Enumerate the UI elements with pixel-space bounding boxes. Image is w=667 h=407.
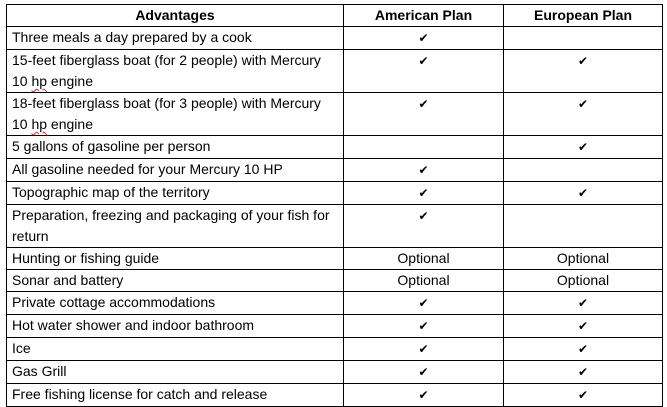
table-row bbox=[7, 50, 663, 93]
american-plan-cell bbox=[344, 27, 504, 50]
check-icon: ✔ bbox=[577, 186, 589, 200]
feature-cell: Private cottage accommodations bbox=[7, 292, 344, 315]
check-icon: ✔ bbox=[418, 54, 429, 68]
european-plan-cell: Optional bbox=[504, 270, 663, 292]
european-plan-cell bbox=[504, 27, 663, 50]
european-plan-cell bbox=[504, 361, 663, 384]
check-icon: ✔ bbox=[577, 296, 589, 310]
table-row bbox=[7, 315, 663, 338]
table-row bbox=[7, 136, 663, 159]
feature-cell: Ice bbox=[7, 338, 344, 361]
table-row bbox=[7, 159, 663, 182]
table-row bbox=[7, 248, 663, 270]
european-plan-cell bbox=[504, 315, 663, 338]
feature-cell: Topographic map of the territory bbox=[7, 182, 344, 205]
feature-cell: Gas Grill bbox=[7, 361, 344, 384]
american-plan-cell bbox=[344, 361, 504, 384]
table-row bbox=[7, 384, 663, 407]
european-plan-cell bbox=[504, 338, 663, 361]
check-icon: ✔ bbox=[577, 319, 589, 333]
table-row bbox=[7, 27, 663, 50]
check-icon: ✔ bbox=[577, 388, 589, 402]
check-icon: ✔ bbox=[577, 365, 589, 379]
check-icon: ✔ bbox=[418, 97, 429, 111]
european-plan-cell bbox=[504, 93, 663, 136]
feature-cell: Free fishing license for catch and release bbox=[7, 384, 344, 407]
feature-text: engine bbox=[47, 73, 93, 89]
table-row bbox=[7, 292, 663, 315]
table-header-row bbox=[7, 5, 663, 27]
check-icon: ✔ bbox=[418, 296, 429, 310]
american-plan-cell bbox=[344, 182, 504, 205]
check-icon: ✔ bbox=[418, 388, 429, 402]
check-icon: ✔ bbox=[418, 163, 429, 177]
american-plan-cell: Optional bbox=[344, 270, 504, 292]
table-row bbox=[7, 205, 663, 248]
european-plan-cell bbox=[504, 50, 663, 93]
plans-comparison-table bbox=[6, 4, 663, 407]
feature-text: 15-feet fiberglass boat (for 2 people) with Mercury 10 bbox=[12, 52, 321, 89]
feature-cell bbox=[7, 50, 344, 93]
american-plan-cell: Optional bbox=[344, 248, 504, 270]
spellcheck-word: hp bbox=[31, 73, 48, 89]
american-plan-cell bbox=[344, 50, 504, 93]
table-row bbox=[7, 270, 663, 292]
european-plan-cell bbox=[504, 159, 663, 182]
feature-cell: 5 gallons of gasoline per person bbox=[7, 136, 344, 159]
american-plan-cell bbox=[344, 159, 504, 182]
european-plan-cell bbox=[504, 205, 663, 248]
header-american-plan: American Plan bbox=[344, 5, 504, 27]
header-european-plan: European Plan bbox=[504, 5, 663, 27]
european-plan-cell bbox=[504, 384, 663, 407]
check-icon: ✔ bbox=[418, 342, 429, 356]
table-row bbox=[7, 93, 663, 136]
feature-cell: Sonar and battery bbox=[7, 270, 344, 292]
check-icon: ✔ bbox=[577, 140, 589, 154]
european-plan-cell bbox=[504, 292, 663, 315]
check-icon: ✔ bbox=[418, 31, 429, 45]
feature-cell: Preparation, freezing and packaging of your fish for return bbox=[7, 205, 344, 248]
american-plan-cell bbox=[344, 136, 504, 159]
feature-cell: Hunting or fishing guide bbox=[7, 248, 344, 270]
feature-cell: Hot water shower and indoor bathroom bbox=[7, 315, 344, 338]
american-plan-cell bbox=[344, 384, 504, 407]
header-advantages: Advantages bbox=[7, 5, 344, 27]
check-icon: ✔ bbox=[418, 365, 429, 379]
table-row bbox=[7, 338, 663, 361]
american-plan-cell bbox=[344, 315, 504, 338]
table-row bbox=[7, 361, 663, 384]
table-row bbox=[7, 182, 663, 205]
feature-cell bbox=[7, 93, 344, 136]
check-icon: ✔ bbox=[577, 54, 589, 68]
american-plan-cell bbox=[344, 292, 504, 315]
check-icon: ✔ bbox=[418, 319, 429, 333]
spellcheck-word: hp bbox=[31, 116, 48, 132]
european-plan-cell: Optional bbox=[504, 248, 663, 270]
american-plan-cell bbox=[344, 338, 504, 361]
european-plan-cell bbox=[504, 136, 663, 159]
check-icon: ✔ bbox=[418, 209, 429, 223]
european-plan-cell bbox=[504, 182, 663, 205]
check-icon: ✔ bbox=[418, 186, 429, 200]
american-plan-cell bbox=[344, 93, 504, 136]
feature-text: 18-feet fiberglass boat (for 3 people) with Mercury 10 bbox=[12, 95, 321, 132]
check-icon: ✔ bbox=[577, 342, 589, 356]
american-plan-cell bbox=[344, 205, 504, 248]
feature-text: engine bbox=[47, 116, 93, 132]
check-icon: ✔ bbox=[577, 97, 589, 111]
feature-cell: Three meals a day prepared by a cook bbox=[7, 27, 344, 50]
feature-cell: All gasoline needed for your Mercury 10 HP bbox=[7, 159, 344, 182]
